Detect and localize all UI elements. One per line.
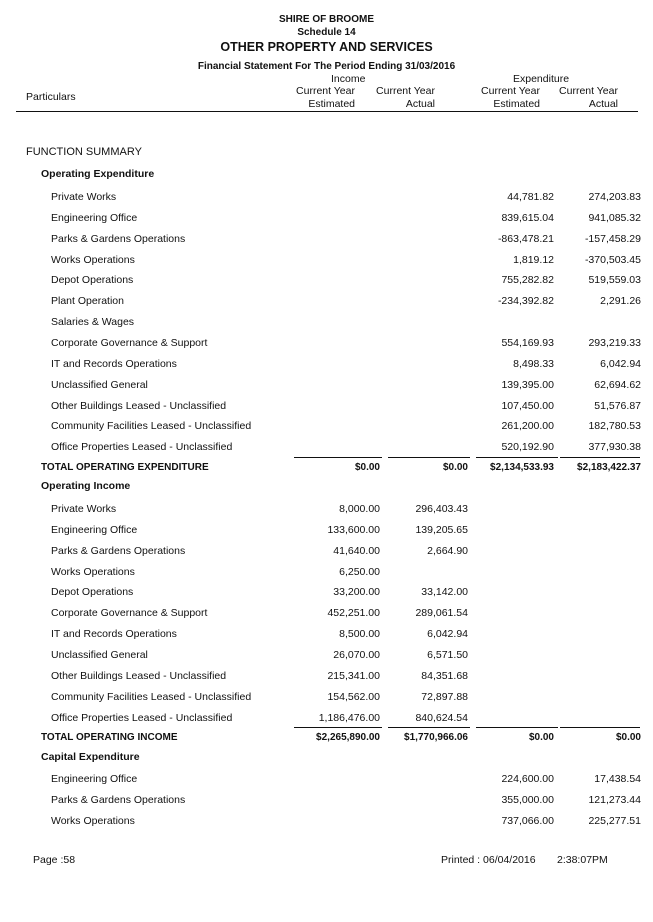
row-label: Office Properties Leased - Unclassified (51, 441, 233, 453)
expenditure-estimated-header-line1: Current Year (481, 85, 540, 97)
income-actual-value: 33,142.00 (421, 586, 468, 598)
expenditure-actual-value: 225,277.51 (588, 815, 641, 827)
row-label: Engineering Office (51, 773, 138, 785)
particulars-header: Particulars (26, 91, 76, 103)
expenditure-estimated-value: 107,450.00 (501, 400, 554, 412)
schedule-number: Schedule 14 (297, 27, 356, 38)
total-rule (560, 457, 640, 458)
expenditure-actual-value: 377,930.38 (588, 441, 641, 453)
header-rule (16, 111, 638, 112)
income-actual-value: 289,061.54 (415, 607, 468, 619)
expenditure-estimated-value: 139,395.00 (501, 379, 554, 391)
row-label: Parks & Gardens Operations (51, 545, 186, 557)
expenditure-estimated-value: 839,615.04 (501, 212, 554, 224)
expenditure-actual-value: -157,458.29 (584, 233, 641, 245)
row-label: Works Operations (51, 815, 135, 827)
expenditure-estimated-value: 554,169.93 (501, 337, 554, 349)
income-estimated-value: 133,600.00 (327, 524, 380, 536)
report-title: OTHER PROPERTY AND SERVICES (220, 40, 433, 54)
expenditure-group-header: Expenditure (513, 73, 570, 85)
expenditure-estimated-value: 8,498.33 (513, 358, 554, 370)
income-estimated-value: 452,251.00 (327, 607, 380, 619)
income-estimated-value: 8,000.00 (339, 503, 380, 515)
row-label: Unclassified General (51, 379, 148, 391)
expenditure-estimated-value: 224,600.00 (501, 773, 554, 785)
income-actual-header-line1: Current Year (376, 85, 435, 97)
income-estimated-value: 33,200.00 (333, 586, 380, 598)
expenditure-actual-value: 2,291.26 (600, 295, 641, 307)
row-label: Parks & Gardens Operations (51, 794, 186, 806)
total-rule (294, 457, 382, 458)
printed-date: Printed : 06/04/2016 (441, 854, 536, 866)
row-label: Salaries & Wages (51, 316, 135, 328)
expenditure-estimated-value: 1,819.12 (513, 254, 554, 266)
income-group-header: Income (331, 73, 366, 85)
row-label: Works Operations (51, 254, 135, 266)
income-actual-value: 6,042.94 (427, 628, 468, 640)
row-label: Corporate Governance & Support (51, 607, 208, 619)
row-label: Parks & Gardens Operations (51, 233, 186, 245)
expenditure-actual-value: 6,042.94 (600, 358, 641, 370)
row-label: Works Operations (51, 566, 135, 578)
income-actual-value: 840,624.54 (415, 712, 468, 724)
row-label: Corporate Governance & Support (51, 337, 208, 349)
expenditure-estimated-total: $2,134,533.93 (490, 462, 554, 473)
income-actual-total: $0.00 (442, 462, 468, 473)
expenditure-actual-value: 519,559.03 (588, 274, 641, 286)
row-label: Private Works (51, 503, 117, 515)
report-subtitle: Financial Statement For The Period Ending 31/03/2016 (197, 61, 456, 72)
expenditure-actual-value: 51,576.87 (594, 400, 641, 412)
row-label: Engineering Office (51, 212, 138, 224)
row-label: Plant Operation (51, 295, 124, 307)
income-estimated-total: $0.00 (354, 462, 380, 473)
row-label: Other Buildings Leased - Unclassified (51, 670, 227, 682)
expenditure-actual-total: $2,183,422.37 (577, 462, 641, 473)
income-actual-value: 139,205.65 (415, 524, 468, 536)
expenditure-actual-value: 274,203.83 (588, 191, 641, 203)
expenditure-actual-value: 17,438.54 (594, 773, 641, 785)
income-estimated-value: 8,500.00 (339, 628, 380, 640)
total-rule (560, 727, 640, 728)
total-label: TOTAL OPERATING INCOME (41, 732, 178, 743)
expenditure-actual-value: -370,503.45 (584, 254, 641, 266)
income-actual-value: 6,571.50 (427, 649, 468, 661)
expenditure-estimated-value: 520,192.90 (501, 441, 554, 453)
income-estimated-value: 154,562.00 (327, 691, 380, 703)
section-heading: Operating Income (41, 480, 131, 492)
income-estimated-value: 215,341.00 (327, 670, 380, 682)
section-heading: Operating Expenditure (41, 168, 155, 180)
expenditure-actual-value: 182,780.53 (588, 420, 641, 432)
income-estimated-value: 1,186,476.00 (318, 712, 380, 724)
row-label: Other Buildings Leased - Unclassified (51, 400, 227, 412)
income-estimated-header-line2: Estimated (308, 98, 355, 110)
section-title: FUNCTION SUMMARY (26, 146, 142, 158)
income-estimated-header-line1: Current Year (296, 85, 355, 97)
income-estimated-value: 26,070.00 (333, 649, 380, 661)
expenditure-estimated-value: 44,781.82 (507, 191, 554, 203)
row-label: Office Properties Leased - Unclassified (51, 712, 233, 724)
total-rule (388, 727, 470, 728)
total-label: TOTAL OPERATING EXPENDITURE (41, 462, 209, 473)
expenditure-estimated-value: 755,282.82 (501, 274, 554, 286)
expenditure-actual-value: 941,085.32 (588, 212, 641, 224)
income-estimated-value: 41,640.00 (333, 545, 380, 557)
row-label: IT and Records Operations (51, 358, 177, 370)
org-name: SHIRE OF BROOME (278, 14, 374, 25)
total-rule (476, 727, 558, 728)
expenditure-estimated-value: -863,478.21 (497, 233, 554, 245)
row-label: Engineering Office (51, 524, 138, 536)
income-actual-value: 72,897.88 (421, 691, 468, 703)
row-label: Community Facilities Leased - Unclassified (51, 420, 252, 432)
expenditure-actual-header-line1: Current Year (559, 85, 618, 97)
row-label: Unclassified General (51, 649, 148, 661)
income-actual-total: $1,770,966.06 (404, 732, 468, 743)
income-actual-value: 296,403.43 (415, 503, 468, 515)
total-rule (388, 457, 470, 458)
expenditure-estimated-total: $0.00 (528, 732, 554, 743)
printed-time: 2:38:07PM (557, 854, 608, 866)
income-estimated-value: 6,250.00 (339, 566, 380, 578)
expenditure-estimated-value: 737,066.00 (501, 815, 554, 827)
row-label: IT and Records Operations (51, 628, 177, 640)
income-actual-header-line2: Actual (405, 98, 435, 110)
income-actual-value: 84,351.68 (421, 670, 468, 682)
expenditure-estimated-value: 261,200.00 (501, 420, 554, 432)
row-label: Depot Operations (51, 274, 134, 286)
expenditure-actual-value: 62,694.62 (594, 379, 641, 391)
expenditure-estimated-value: -234,392.82 (497, 295, 554, 307)
page-number: Page :58 (33, 854, 76, 866)
total-rule (476, 457, 558, 458)
expenditure-actual-total: $0.00 (615, 732, 641, 743)
income-actual-value: 2,664.90 (427, 545, 468, 557)
expenditure-estimated-value: 355,000.00 (501, 794, 554, 806)
row-label: Community Facilities Leased - Unclassified (51, 691, 252, 703)
expenditure-actual-header-line2: Actual (588, 98, 618, 110)
expenditure-actual-value: 293,219.33 (588, 337, 641, 349)
row-label: Private Works (51, 191, 117, 203)
expenditure-actual-value: 121,273.44 (588, 794, 641, 806)
expenditure-estimated-header-line2: Estimated (493, 98, 540, 110)
income-estimated-total: $2,265,890.00 (316, 732, 380, 743)
row-label: Depot Operations (51, 586, 134, 598)
section-heading: Capital Expenditure (41, 751, 140, 763)
total-rule (294, 727, 382, 728)
